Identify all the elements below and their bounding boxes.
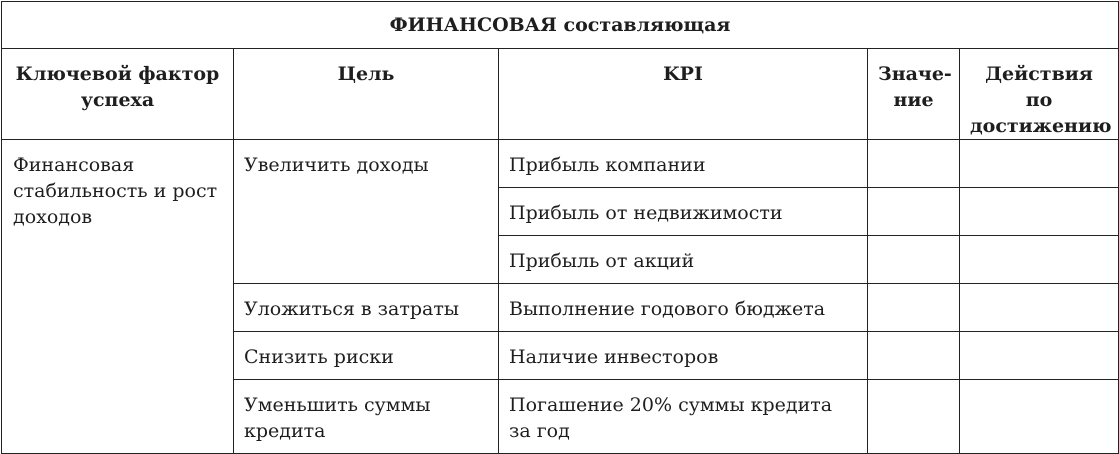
kpi-cell: Погашение 20% суммы кредита за год [499,380,868,454]
financial-component-table [1,1,1119,454]
goal-cell: Уложиться в затраты [234,284,499,332]
goal-cell: Увеличить доходы [234,140,499,284]
actions-cell [960,332,1119,380]
kpi-cell: Наличие инвесторов [499,332,868,380]
header-value: Значе-ние [868,49,960,140]
value-cell [868,236,960,284]
title-row [2,2,1119,49]
actions-cell [960,140,1119,188]
kpi-cell: Прибыль компании [499,140,868,188]
header-goal: Цель [234,49,499,140]
table-title: ФИНАНСОВАЯ составляющая [2,2,1119,49]
kpi-cell: Выполнение годового бюджета [499,284,868,332]
goal-cell: Уменьшить суммы кредита [234,380,499,454]
value-cell [868,284,960,332]
table-row [2,140,1119,188]
kpi-cell: Прибыль от недвижимости [499,188,868,236]
header-kpi: KPI [499,49,868,140]
value-cell [868,188,960,236]
factor-cell: Финансовая стабильность и рост доходов [2,140,234,454]
actions-cell [960,188,1119,236]
value-cell [868,140,960,188]
header-actions: Действия по достижению [960,49,1119,140]
actions-cell [960,284,1119,332]
value-cell [868,332,960,380]
goal-cell: Снизить риски [234,332,499,380]
header-row [2,49,1119,140]
value-cell [868,380,960,454]
kpi-cell: Прибыль от акций [499,236,868,284]
header-factor: Ключевой фактор успеха [2,49,234,140]
actions-cell [960,380,1119,454]
actions-cell [960,236,1119,284]
